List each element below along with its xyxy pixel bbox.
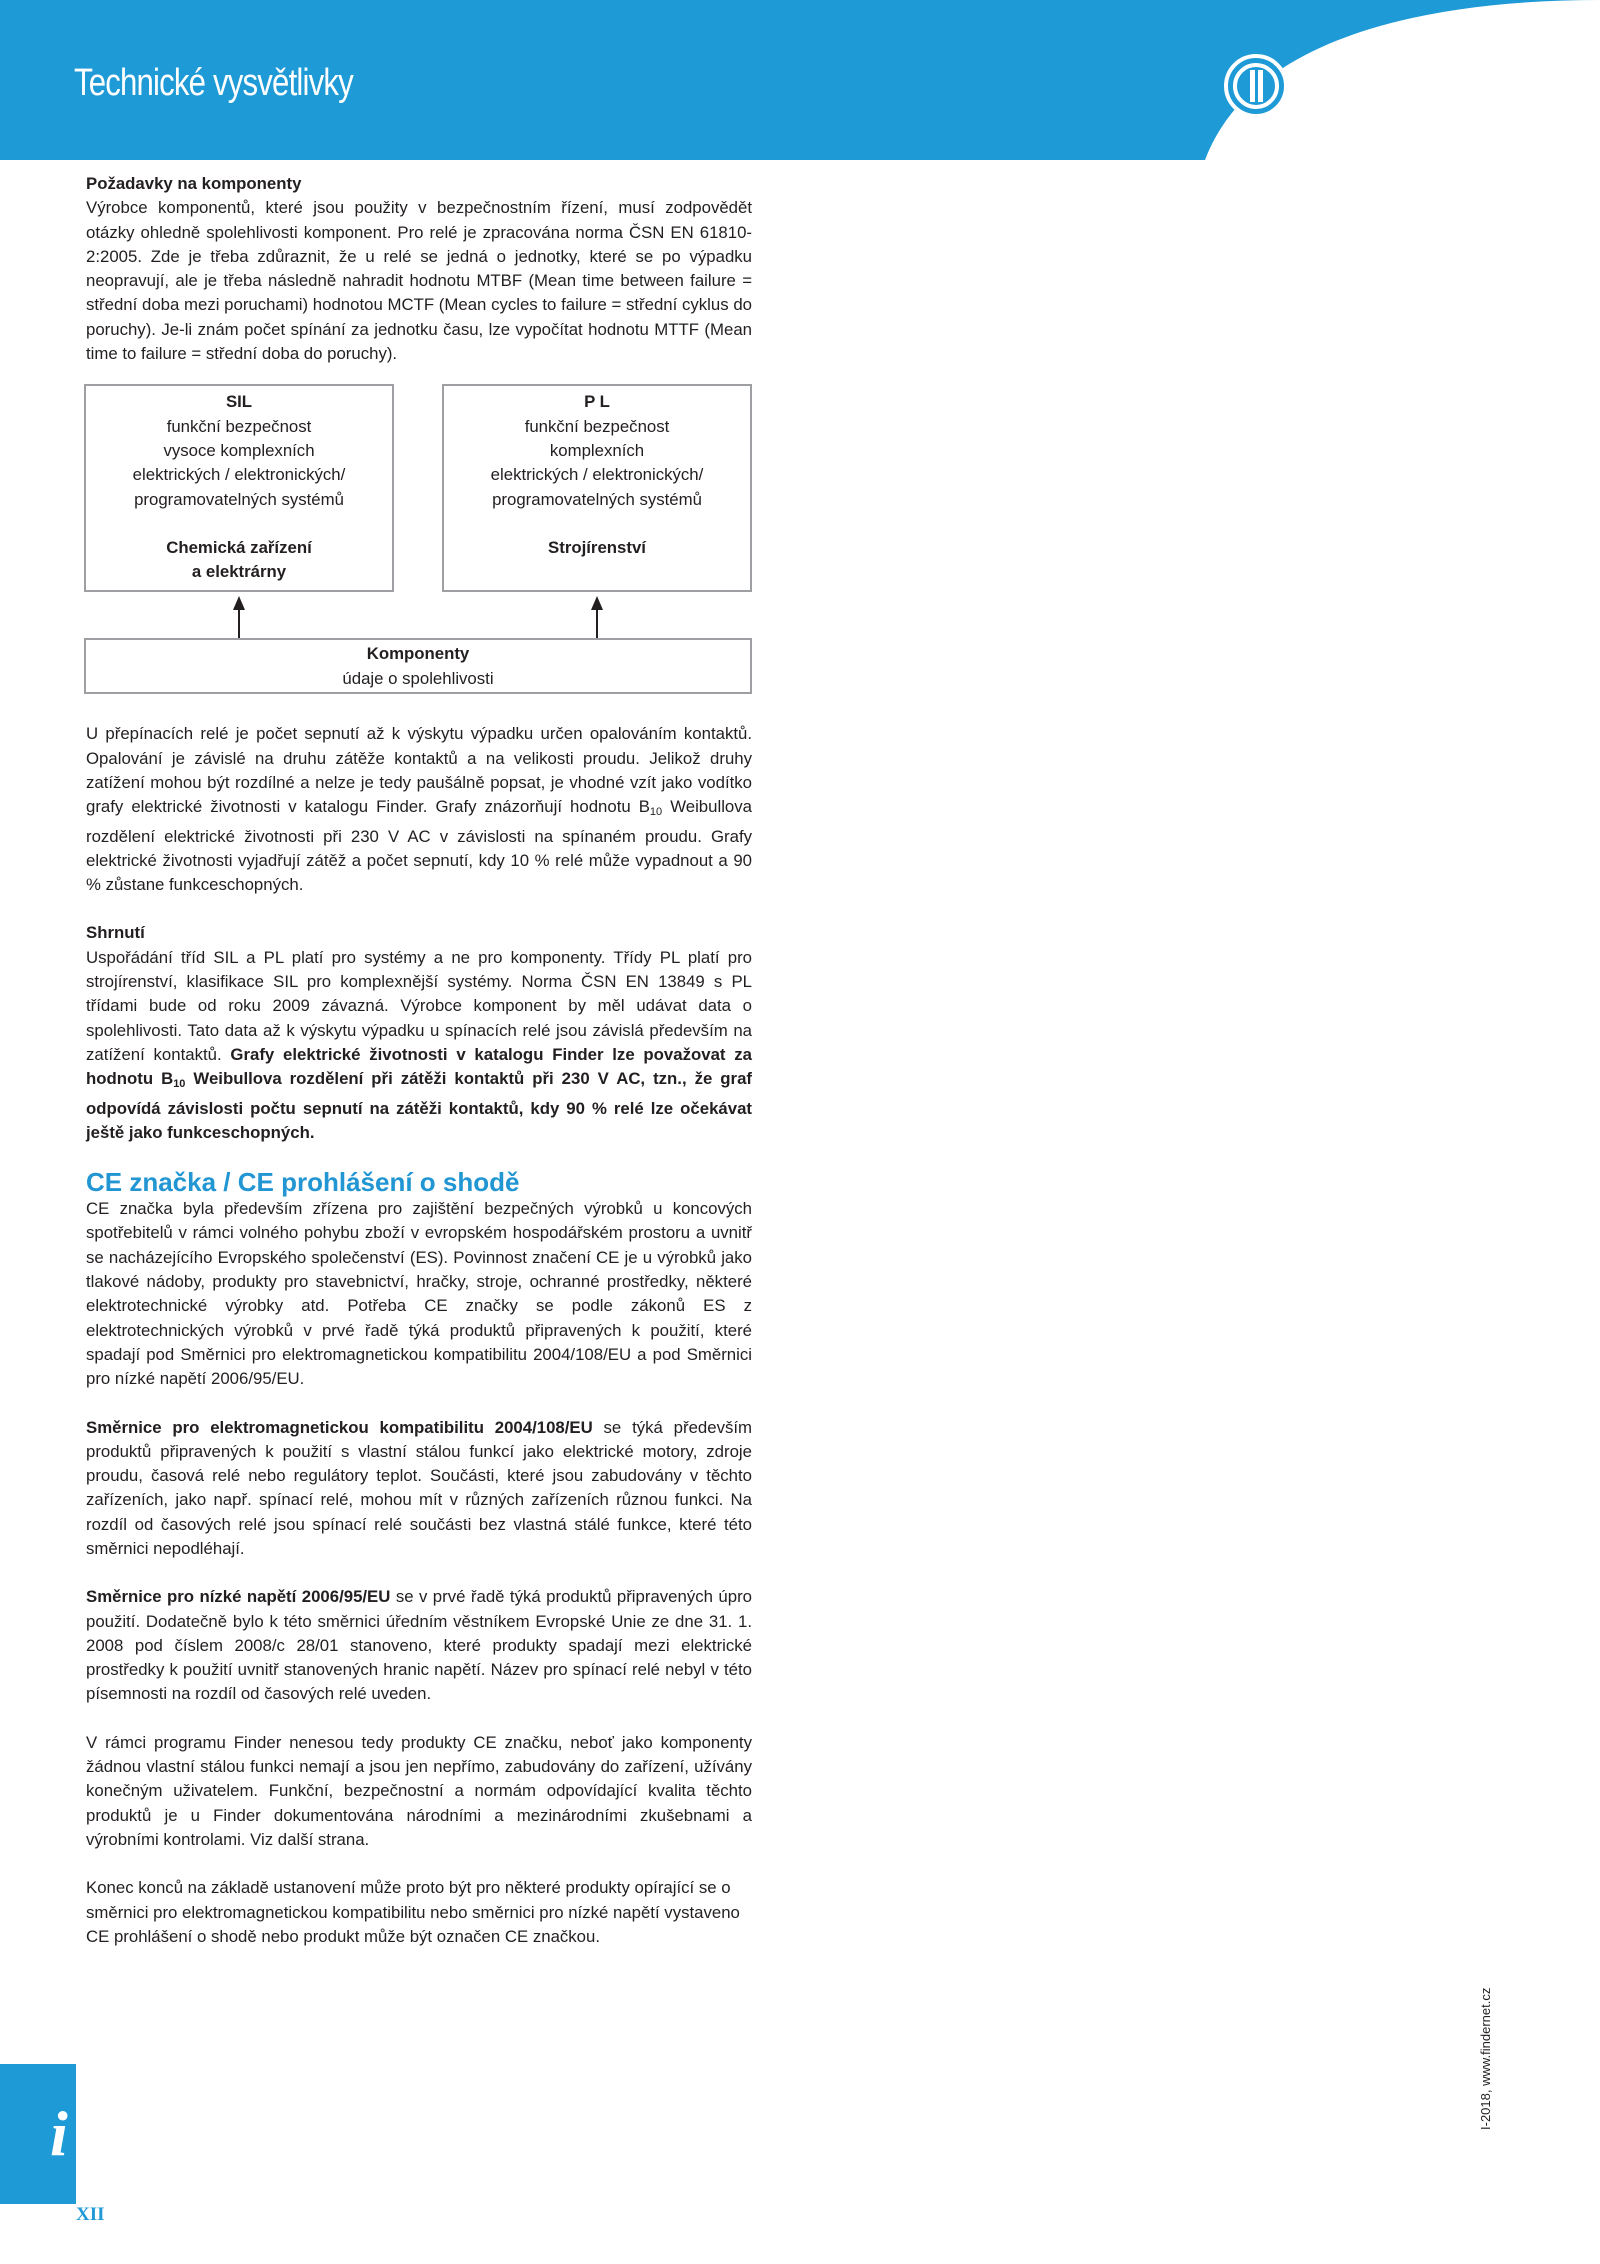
diagram-sil-line: vysoce komplexních (163, 440, 315, 460)
section-heading-summary: Shrnutí (86, 923, 145, 943)
diagram-box-sil (84, 384, 394, 592)
subscript: 10 (173, 1078, 186, 1091)
diagram-pl-line: elektrických / elektronických/ (490, 465, 704, 485)
text-run: se týká především produktů připravených k použití s vlastní stálou funkcí jako elektrické motory, zdroje proudu, časová relé nebo regulátory teplot. Součásti, které jsou zabudovány v těchto zařízeních, jako např. spínací relé, mohou mít v různých zařízeních různou funkci. Na rozdíl od časových relé jsou spínací relé součásti bez vlastná stálé funkce, které této směrnici nepodléhají. (86, 1417, 752, 1558)
text-run: U přepínacích relé je počet sepnutí až k výskytu výpadku určen opalováním kontaktů. Opalování je závislé na druhu zátěže kontaktů a na velikosti proudu. Jelikož druhy zatížení mohou být rozdílné a nelze je tedy paušálně popsat, je vhodné vzít jako vodítko grafy elektrické životnosti v katalogu Finder. Grafy znázorňují hodnotu B (86, 724, 752, 817)
subscript: 10 (649, 806, 663, 819)
diagram-pl-footer: Strojírenství (548, 537, 646, 557)
paragraph-conclusion: Konec konců na základě ustanovení může proto být pro některé produkty opírající se o směrnici pro elektromagnetickou kompatibilitu nebo směrnici pro nízké napětí vystaveno CE prohlášení o shodě nebo produkt může být označen CE značkou. (86, 1878, 740, 1946)
page-header-title: Technické vysvětlivky (74, 62, 353, 104)
main-content (86, 172, 752, 1949)
text-run: Weibullova rozdělení elektrické životnosti při 230 V AC v závislosti na spínaném proudu. Grafy elektrické životnosti vyjadřují zátěž a počet sepnutí, kdy 10 % relé může vypadnout a 90 % zůstane funkceschopných. (86, 797, 752, 895)
arrow-line (238, 608, 240, 638)
diagram-sil-title: SIL (225, 392, 253, 412)
diagram-pl-line: komplexních (549, 440, 645, 460)
diagram-sil-line: funkční bezpečnost (166, 416, 312, 436)
diagram-sil-footer: a elektrárny (191, 562, 287, 582)
footer-side-text: I-2018, www.findernet.cz (1478, 1987, 1493, 2130)
paragraph-ce-intro: CE značka byla především zřízena pro zajištění bezpečných výrobků u koncových spotřebitelů v rámci volného pohybu zboží v evropském hospodářském prostoru a uvnitř se nacházejícího Evropského společenství (ES). Povinnost značení CE je u výrobků jako tlakové nádoby, produkty pro stavebnictví, hračky, stroje, ochranné prostředky, některé elektrotechnické výrobky atd. Potřeba CE značky se podle zákonů ES z elektrotechnických výrobků v prvé řadě týká produktů připravených k použití, které spadají pod Směrnici pro elektromagnetickou kompatibilitu 2004/108/EU a pod Směrnici pro nízké napětí 2006/95/EU. (86, 1199, 752, 1389)
diagram-pl-title: P L (584, 392, 610, 412)
bold-text-run: Směrnice pro nízké napětí 2006/95/EU (86, 1587, 391, 1607)
section-heading-requirements: Požadavky na komponenty (86, 174, 302, 193)
sil-pl-diagram (84, 384, 756, 694)
paragraph-finder-program: V rámci programu Finder nenesou tedy produkty CE značku, neboť jako komponenty žádnou vlastní stálou funkci nemají a jsou jen nepřímo, zabudovány do zařízení, užívány konečným uživatelem. Funkční, bezpečnostní a normám odpovídající kvalita těchto produktů je u Finder dokumentována národními a mezinárodními zkušebnami a výrobními kontrolami. Viz další strana. (86, 1732, 752, 1849)
section-title-ce: CE značka / CE prohlášení o shodě (86, 1167, 520, 1198)
diagram-pl-line: programovatelných systémů (492, 489, 702, 509)
paragraph-lv-directive (86, 1585, 752, 1706)
diagram-pl-line: funkční bezpečnost (524, 416, 670, 436)
diagram-box-components (84, 638, 752, 694)
paragraph-requirements: Výrobce komponentů, které jsou použity v bezpečnostním řízení, musí zodpovědět otázky ohledně spolehlivosti komponent. Pro relé je zpracována norma ČSN EN 61810-2:2005. Zde je třeba zdůraznit, že u relé se jedná o jednotky, které se po výpadku neopravují, ale je třeba následně nahradit hodnotu MTBF (Mean time between failure = střední doba mezi poruchami) hodnotou MCTF (Mean cycles to failure = střední cyklus do poruchy). Je-li znám počet spínání za jednotku času, lze vypočítat hodnotu MTTF (Mean time to failure = střední doba do poruchy). (86, 198, 752, 364)
paragraph-switching-relays (86, 722, 752, 897)
diagram-components-subtitle: údaje o spolehlivosti (342, 668, 494, 688)
paragraph-summary (86, 946, 752, 1145)
diagram-box-pl (442, 384, 752, 592)
text-run: Uspořádání tříd SIL a PL platí pro systémy a ne pro komponenty. Třídy PL platí pro strojírenství, klasifikace SIL pro komplexnější systémy. Norma ČSN EN 13849 s PL třídami bude od roku 2009 závazná. Výrobce komponent by měl udávat data o spolehlivosti. Tato data až k výskytu výpadku u spínacích relé jsou závislá především na zatížení kontaktů. (86, 947, 752, 1064)
diagram-components-title: Komponenty (366, 644, 470, 664)
arrow-line (596, 608, 598, 638)
bold-text-run: Grafy elektrické životnosti v katalogu Finder lze považovat za hodnotu B (86, 1044, 752, 1089)
paragraph-emc-directive (86, 1416, 752, 1562)
diagram-sil-line: programovatelných systémů (134, 489, 344, 509)
bold-text-run: Směrnice pro elektromagnetickou kompatibilitu 2004/108/EU (86, 1417, 593, 1437)
bold-text-run: Weibullova rozdělení při zátěži kontaktů při 230 V AC, tzn., že graf odpovídá závislosti počtu sepnutí na zátěži kontaktů, kdy 90 % relé lze očekávat ještě jako funkceschopných. (86, 1069, 752, 1142)
diagram-sil-line: elektrických / elektronických/ (132, 465, 346, 485)
finder-logo-text: finder (1284, 59, 1434, 122)
diagram-sil-footer: Chemická zařízení (166, 537, 312, 557)
info-icon: i (50, 2098, 68, 2169)
page-number: XII (76, 2204, 105, 2225)
text-run: se v prvé řadě týká produktů připravených úpro použití. Dodatečně bylo k této směrnici úředním věstníkem Evropské Unie ze dne 31. 1. 2008 pod číslem 2008/c 28/01 stanoveno, které produkty spadají mezi elektrické prostředky k použití uvnitř stanovených hranic napětí. Název pro spínací relé nebyl v této písemnosti na rozdíl od časových relé uveden. (86, 1587, 752, 1704)
